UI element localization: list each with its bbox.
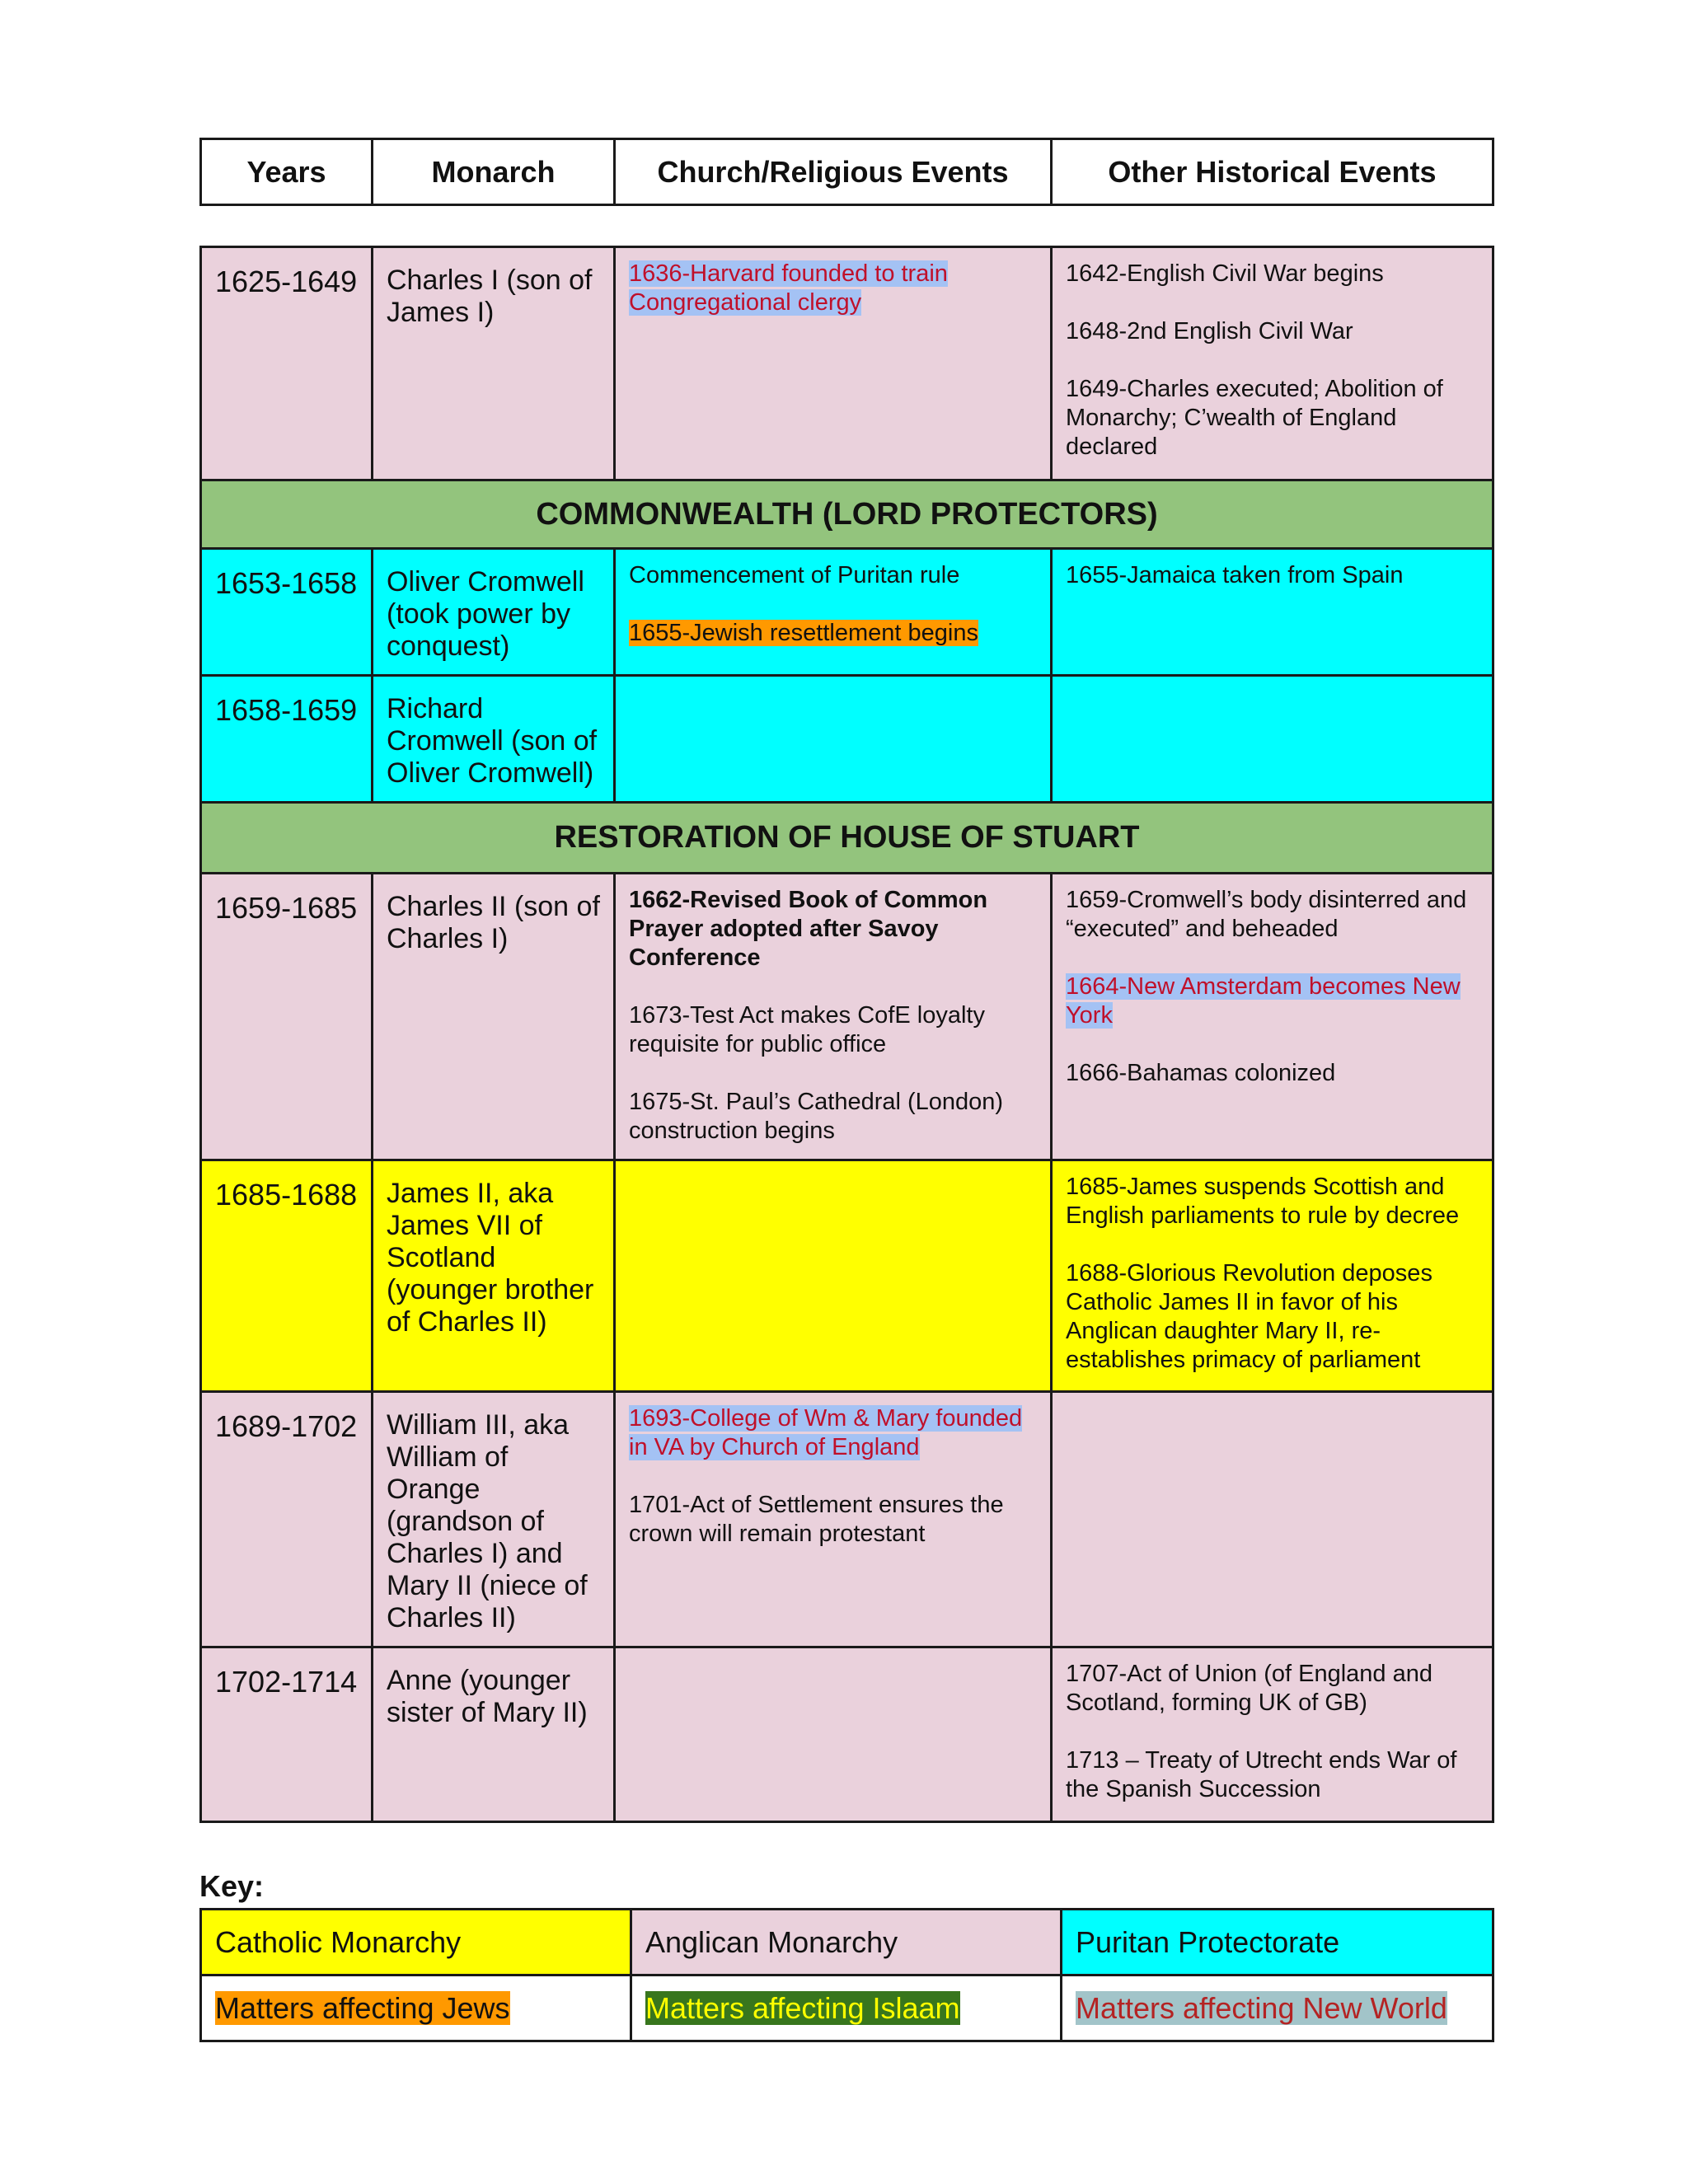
key-catholic-monarchy: Catholic Monarchy	[201, 1910, 631, 1975]
table-row-oliver-cromwell	[201, 549, 1493, 676]
monarch-cell: William III, aka William of Orange (grandson of Charles I) and Mary II (niece of Charles II)	[373, 1392, 615, 1647]
section-banner-commonwealth	[201, 480, 1493, 549]
church-events-cell	[615, 549, 1052, 676]
church-event	[629, 260, 1037, 317]
monarch-cell: Oliver Cromwell (took power by conquest)	[373, 549, 615, 676]
key-islam-cell	[631, 1975, 1062, 2041]
header-church-events: Church/Religious Events	[615, 139, 1052, 205]
monarch-cell: Charles I (son of James I)	[373, 247, 615, 480]
monarch-cell: James II, aka James VII of Scotland (younger brother of Charles II)	[373, 1160, 615, 1392]
new-world-highlight: 1693-College of Wm & Mary founded in VA by Church of England	[629, 1405, 1023, 1460]
table-row-charles-ii	[201, 874, 1493, 1160]
church-event: 1675-St. Paul’s Cathedral (London) construction begins	[629, 1089, 1004, 1144]
key-anglican-monarchy: Anglican Monarchy	[631, 1910, 1062, 1975]
church-event: 1673-Test Act makes CofE loyalty requisite for public office	[629, 1002, 985, 1057]
years-cell: 1625-1649	[201, 247, 373, 480]
header-table	[199, 138, 1494, 206]
church-event: 1662-Revised Book of Common Prayer adopted after Savoy Conference	[629, 887, 988, 971]
church-event: Commencement of Puritan rule	[629, 562, 960, 588]
key-jews-cell	[201, 1975, 631, 2041]
church-events-cell	[615, 1160, 1052, 1392]
church-event	[629, 619, 1037, 648]
other-event: 1655-Jamaica taken from Spain	[1066, 562, 1404, 588]
key-new-world: Matters affecting New World	[1076, 1990, 1447, 2025]
key-table	[199, 1908, 1494, 2042]
timeline-table	[199, 246, 1494, 1823]
church-events-cell	[615, 247, 1052, 480]
other-event: 1666-Bahamas colonized	[1066, 1060, 1336, 1086]
other-events-cell	[1052, 874, 1493, 1160]
years-cell: 1685-1688	[201, 1160, 373, 1392]
years-cell: 1653-1658	[201, 549, 373, 676]
other-events-cell	[1052, 676, 1493, 803]
monarch-cell: Richard Cromwell (son of Oliver Cromwell)	[373, 676, 615, 803]
header-row	[201, 139, 1493, 205]
key-new-world-cell	[1062, 1975, 1493, 2041]
key-row-monarchy	[201, 1910, 1493, 1975]
section-banner-restoration	[201, 803, 1493, 874]
banner-label: COMMONWEALTH (LORD PROTECTORS)	[201, 480, 1493, 549]
other-event: 1649-Charles executed; Abolition of Monarchy; C’wealth of England declared	[1066, 376, 1443, 460]
other-events-cell	[1052, 1160, 1493, 1392]
other-event: 1707-Act of Union (of England and Scotland, forming UK of GB)	[1066, 1661, 1432, 1716]
other-event: 1713 – Treaty of Utrecht ends War of the Spanish Succession	[1066, 1747, 1457, 1802]
years-cell: 1659-1685	[201, 874, 373, 1160]
other-events-cell	[1052, 247, 1493, 480]
table-row-charles-i	[201, 247, 1493, 480]
new-world-highlight: 1664-New Amsterdam becomes New York	[1066, 973, 1461, 1029]
church-events-cell	[615, 1392, 1052, 1647]
church-events-cell	[615, 874, 1052, 1160]
other-event: 1688-Glorious Revolution deposes Catholic James II in favor of his Anglican daughter Mary II, re-establishes primacy of parliament	[1066, 1260, 1432, 1373]
other-events-cell	[1052, 549, 1493, 676]
new-world-highlight: 1636-Harvard founded to train Congregational clergy	[629, 260, 948, 316]
banner-label: RESTORATION OF HOUSE OF STUART	[201, 803, 1493, 874]
other-events-cell	[1052, 1392, 1493, 1647]
monarch-cell: Charles II (son of Charles I)	[373, 874, 615, 1160]
church-event	[629, 1404, 1037, 1462]
key-islam: Matters affecting Islaam	[645, 1990, 960, 2025]
other-event: 1685-James suspends Scottish and English parliaments to rule by decree	[1066, 1174, 1460, 1229]
monarch-cell: Anne (younger sister of Mary II)	[373, 1647, 615, 1822]
years-cell: 1658-1659	[201, 676, 373, 803]
key-jews: Matters affecting Jews	[215, 1990, 510, 2025]
church-event: 1701-Act of Settlement ensures the crown will remain protestant	[629, 1492, 1004, 1547]
other-event: 1642-English Civil War begins	[1066, 260, 1384, 287]
header-other-events: Other Historical Events	[1052, 139, 1493, 205]
other-events-cell	[1052, 1647, 1493, 1822]
key-title: Key:	[199, 1869, 265, 1903]
other-event: 1659-Cromwell’s body disinterred and “executed” and beheaded	[1066, 887, 1467, 942]
jews-highlight: 1655-Jewish resettlement begins	[629, 620, 978, 646]
church-events-cell	[615, 676, 1052, 803]
key-puritan-protectorate: Puritan Protectorate	[1062, 1910, 1493, 1975]
years-cell: 1689-1702	[201, 1392, 373, 1647]
years-cell: 1702-1714	[201, 1647, 373, 1822]
table-row-richard-cromwell	[201, 676, 1493, 803]
table-row-william-and-mary	[201, 1392, 1493, 1647]
header-years: Years	[201, 139, 373, 205]
key-row-matters	[201, 1975, 1493, 2041]
header-monarch: Monarch	[373, 139, 615, 205]
other-event: 1648-2nd English Civil War	[1066, 318, 1353, 344]
table-row-anne	[201, 1647, 1493, 1822]
other-event	[1066, 972, 1479, 1030]
church-events-cell	[615, 1647, 1052, 1822]
table-row-james-ii	[201, 1160, 1493, 1392]
